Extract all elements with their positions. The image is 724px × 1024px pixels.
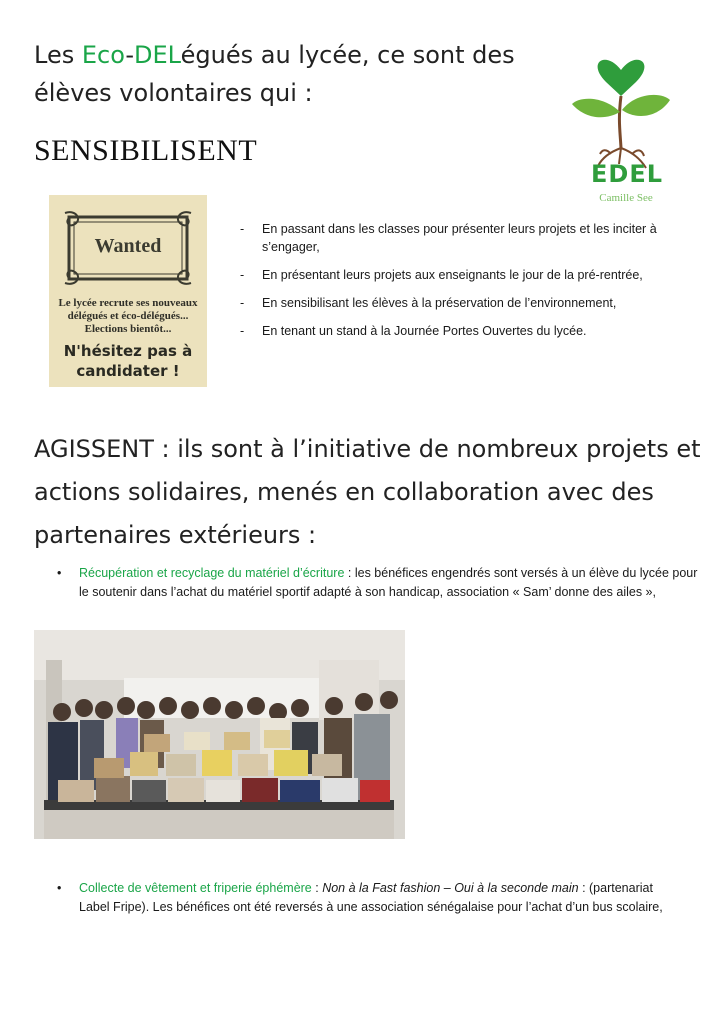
bullet-marker: • [57, 881, 62, 895]
intro-del: DEL [134, 41, 181, 69]
bullet-item-collecte [57, 879, 679, 917]
bullet-title: Récupération et recyclage du matériel d’écriture [79, 566, 345, 580]
list-item [240, 322, 690, 340]
poster-wanted-title: Wanted [94, 235, 162, 257]
bullet-text: : (partenariat Label Fripe). Les bénéfices ont été reversés à une association sénégalaise pour l’achat d’un bus scolaire, [79, 881, 663, 914]
list-marker: - [240, 324, 245, 338]
sensibilisent-heading: SENSIBILISENT [34, 134, 258, 167]
list-item-text: En passant dans les classes pour présenter leurs projets et les inciter à s’engager, [262, 222, 657, 254]
agissent-heading: AGISSENT : ils sont à l’initiative de nombreux projets et actions solidaires, menés en collaboration avec des partenaires extérieurs : [34, 435, 701, 549]
intro-eco: Eco [81, 41, 126, 69]
list-item [240, 220, 690, 256]
list-item-text: En tenant un stand à la Journée Portes Ouvertes du lycée. [262, 324, 587, 338]
logo-word: EDEL [591, 160, 664, 188]
intro-text-end: égués au lycée, ce sont des élèves volontaires qui : [34, 41, 515, 107]
intro-text-start: Les [34, 41, 82, 69]
wanted-poster [49, 195, 207, 387]
list-item-text: En sensibilisant les élèves à la préservation de l’environnement, [262, 296, 617, 310]
logo-subtitle: Camille See [599, 192, 653, 204]
list-item-text: En présentant leurs projets aux enseignants le jour de la pré-rentrée, [262, 268, 643, 282]
bullet-title: Collecte de vêtement et friperie éphémère [79, 881, 312, 895]
list-item [240, 266, 690, 284]
list-marker: - [240, 222, 245, 236]
bullet-separator: : [311, 881, 323, 895]
intro-heading [34, 36, 554, 112]
list-item [240, 294, 690, 312]
list-marker: - [240, 296, 245, 310]
bullet-slogan: Non à la Fast fashion – Oui à la seconde main [322, 881, 579, 895]
bullet-item-recyclage [57, 564, 707, 602]
sensibilisent-list [240, 220, 690, 350]
bullet-text: : les bénéfices engendrés sont versés à un élève du lycée pour le soutenir dans l’achat du matériel sportif adapté à son handicap, association « Sam’ donne des ailes », [79, 566, 698, 599]
poster-big-text: N'hésitez pas à candidater ! [63, 342, 193, 380]
group-photo [34, 630, 405, 839]
poster-small-text: Le lycée recrute ses nouveaux délégués et éco-délégués... Elections bientôt... [58, 297, 198, 335]
bullet-marker: • [57, 566, 62, 580]
intro-dash: - [125, 41, 135, 69]
list-marker: - [240, 268, 245, 282]
